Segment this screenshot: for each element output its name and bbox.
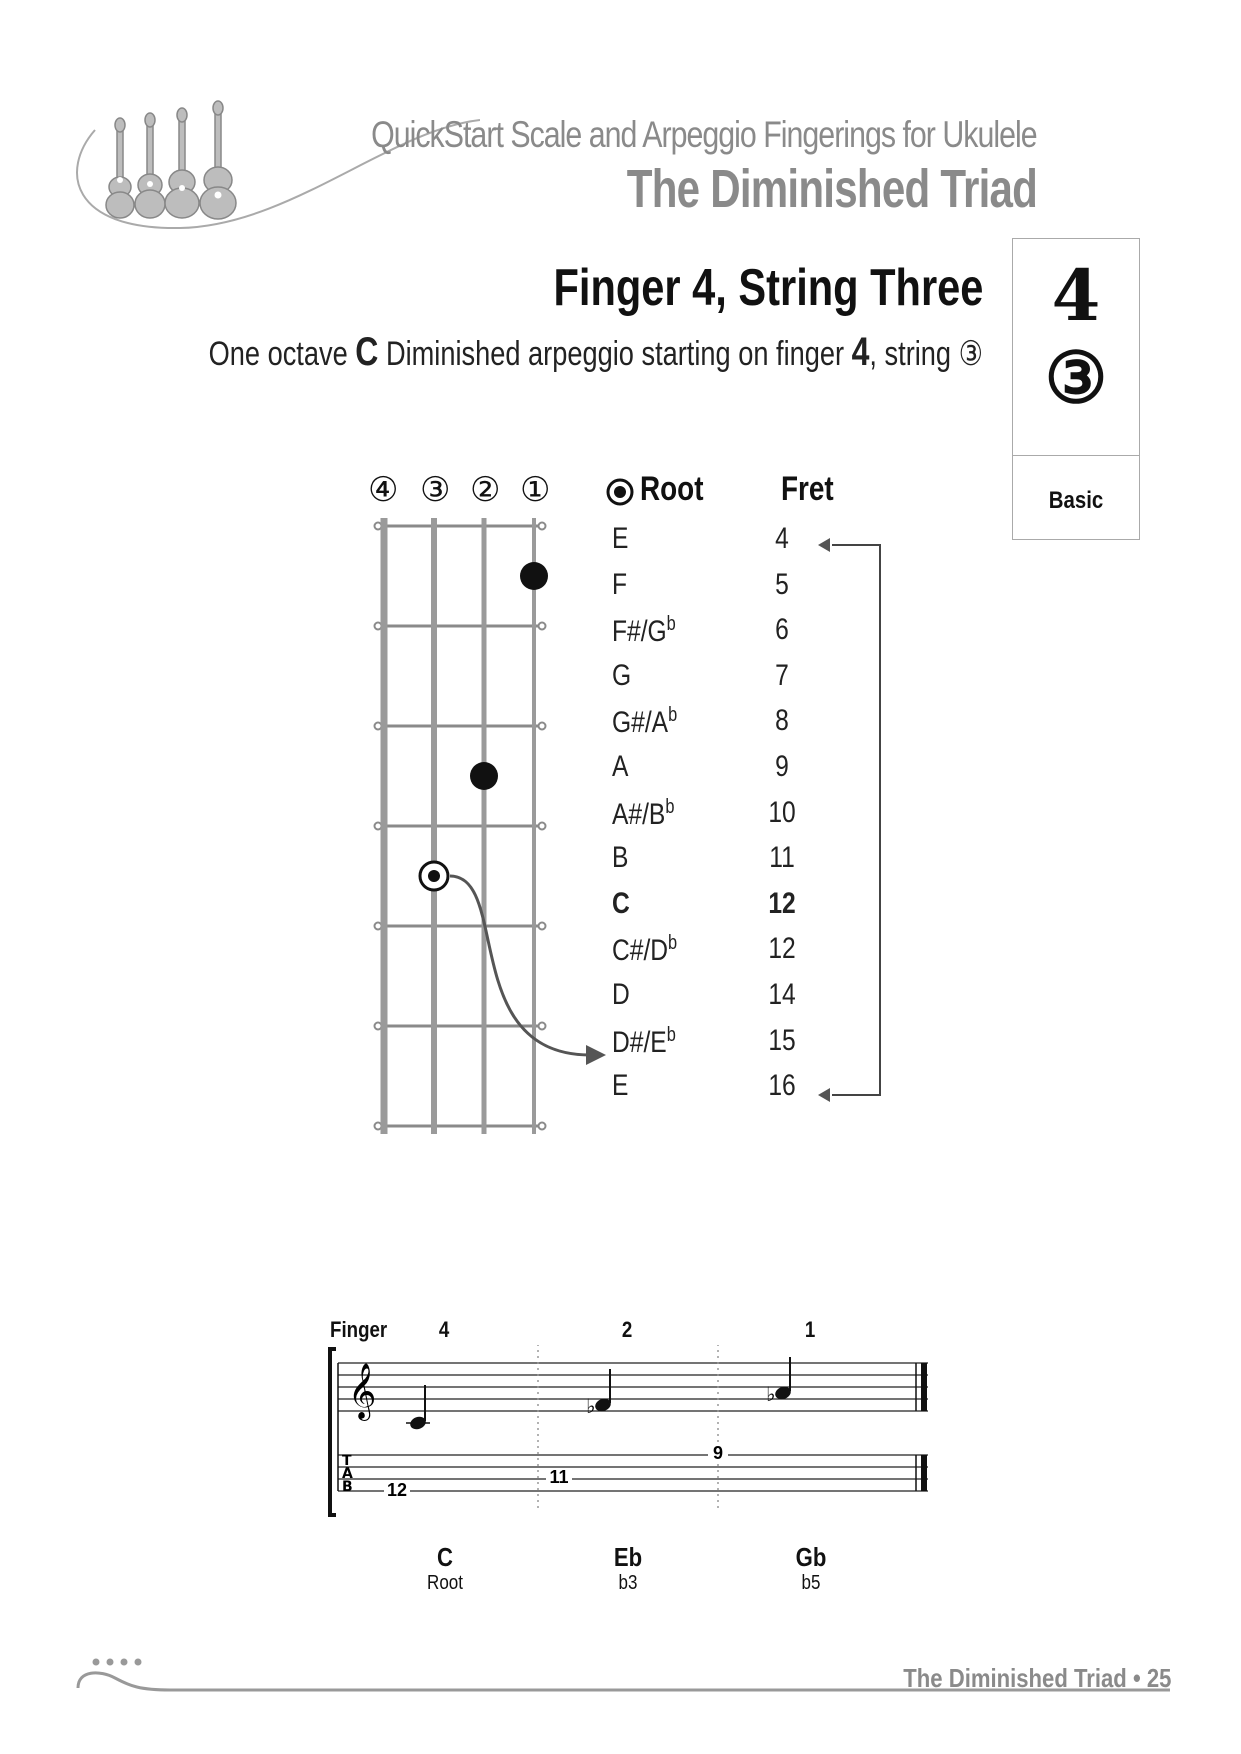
note-name: E <box>612 522 629 555</box>
subtitle-finger: 4 <box>851 330 870 374</box>
system-bracket <box>330 1349 336 1515</box>
svg-text:B: B <box>342 1479 353 1495</box>
fret-number: 15 <box>768 1023 796 1057</box>
fret-number: 16 <box>768 1069 796 1103</box>
tab-fret: 9 <box>712 1443 724 1463</box>
footer-page-label: The Diminished Triad • 25 <box>902 1663 1171 1693</box>
subtitle-post: , string <box>869 335 959 373</box>
string-label-3: ③ <box>420 470 451 510</box>
note-dot-fret9 <box>470 762 498 790</box>
fret-number: 14 <box>768 978 796 1011</box>
note-name: $D\#/E^b$ <box>612 1023 676 1059</box>
subtitle-key: C <box>355 330 379 374</box>
svg-text:T: T <box>342 1453 352 1469</box>
section-title: Finger 4, String Three <box>553 259 983 317</box>
connector-arrow <box>450 876 590 1055</box>
chord-name: Gb <box>795 1542 827 1572</box>
svg-text:♭: ♭ <box>766 1382 776 1406</box>
scale-degree: b3 <box>618 1572 638 1594</box>
chord-name: Eb <box>613 1542 643 1572</box>
fret-number: 4 <box>775 522 789 555</box>
side-tab-string: ③ <box>1044 336 1108 419</box>
section-subtitle <box>209 330 983 375</box>
scale-degree: b5 <box>801 1572 821 1594</box>
finger-number: 2 <box>621 1317 633 1342</box>
side-tab-finger: 4 <box>1051 254 1101 337</box>
finger-number: 1 <box>804 1317 816 1342</box>
note-name: C <box>612 886 630 920</box>
root-header: Root <box>640 470 704 508</box>
staff-and-tab <box>318 1345 948 1525</box>
tab-lines <box>338 1455 928 1491</box>
svg-text:A: A <box>342 1466 353 1482</box>
fret-number: 5 <box>775 567 789 601</box>
tab-fret: 11 <box>549 1467 569 1487</box>
note-dot-fret5 <box>520 562 548 590</box>
fret-number: 12 <box>768 886 796 920</box>
side-tab <box>1012 238 1140 540</box>
string-label-4: ④ <box>368 470 399 510</box>
note-name: $G\#/A^b$ <box>612 704 678 740</box>
scale-degree: Root <box>427 1572 463 1594</box>
note-name: D <box>612 978 630 1011</box>
octave-bracket <box>810 530 890 1110</box>
finger-number: 4 <box>438 1317 450 1342</box>
string-label-1: ① <box>520 470 551 510</box>
fret-number: 8 <box>775 704 789 738</box>
note-name: G <box>612 658 632 692</box>
string-label-2: ② <box>470 470 501 510</box>
treble-clef: 𝄞 <box>348 1363 377 1419</box>
note-name: A <box>612 750 629 783</box>
staff-lines <box>338 1363 928 1411</box>
finger-row-label: Finger <box>330 1317 388 1342</box>
fret-number: 11 <box>769 841 795 875</box>
note-name: $A\#/B^b$ <box>612 795 675 831</box>
note-name: B <box>612 841 629 875</box>
subtitle-pre: One octave <box>208 335 356 373</box>
root-legend-icon <box>604 476 636 508</box>
tab-fret: 12 <box>386 1480 408 1500</box>
subtitle-mid: Diminished arpeggio starting on finger <box>378 335 852 373</box>
note-name: $C\#/D^b$ <box>612 932 678 968</box>
subtitle-string: ③ <box>958 334 983 374</box>
tab-clef <box>342 1453 353 1495</box>
fret-header: Fret <box>781 470 834 508</box>
fret-number: 6 <box>775 613 789 647</box>
note-name: E <box>612 1069 629 1103</box>
fret-number: 9 <box>775 750 789 783</box>
note-name: $F\#/G^b$ <box>612 613 676 649</box>
note-name: F <box>612 567 628 601</box>
fret-number: 10 <box>768 795 796 829</box>
book-title: QuickStart Scale and Arpeggio Fingerings for Ukulele <box>371 114 1037 155</box>
side-tab-divider <box>1013 455 1139 456</box>
fretboard-diagram <box>360 510 620 1150</box>
side-tab-level: Basic <box>1048 487 1104 514</box>
fret-number: 12 <box>768 932 796 966</box>
svg-text:♭: ♭ <box>586 1394 596 1418</box>
fret-lines <box>378 526 542 1126</box>
chapter-title: The Diminished Triad <box>626 159 1037 219</box>
fret-number: 7 <box>775 658 789 692</box>
chord-name: C <box>437 1542 453 1572</box>
root-marker <box>420 862 448 890</box>
